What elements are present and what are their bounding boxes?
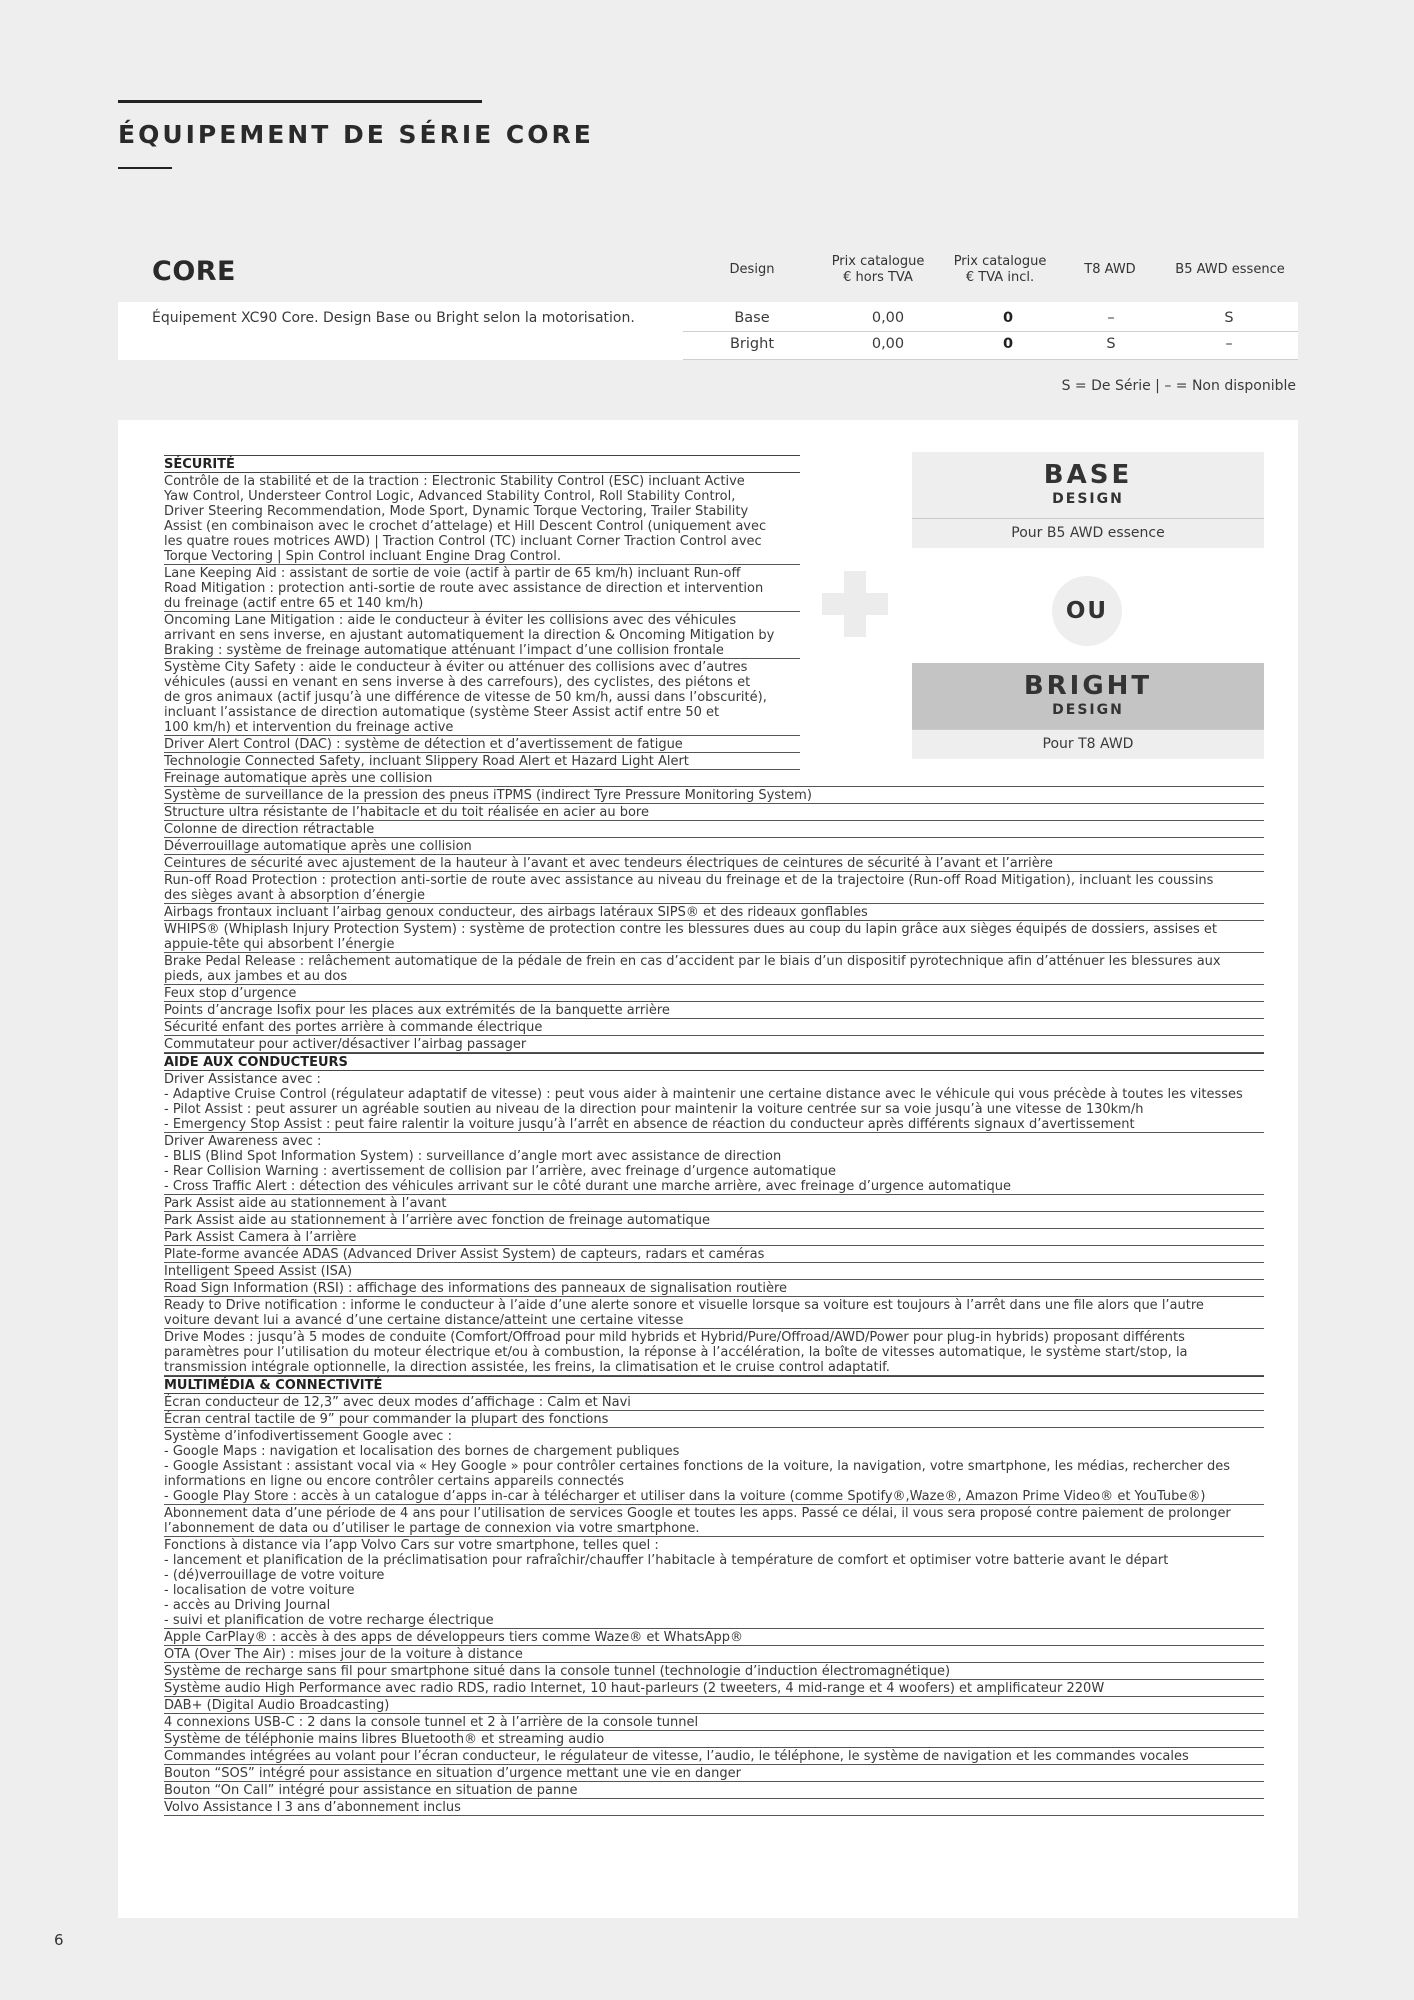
list-item: Intelligent Speed Assist (ISA) xyxy=(164,1263,1264,1280)
list-item: Bouton “On Call” intégré pour assistance en situation de panne xyxy=(164,1782,1264,1799)
design-base-sub: Pour B5 AWD essence xyxy=(912,518,1264,548)
list-item: Feux stop d’urgence xyxy=(164,985,1264,1002)
title-rule xyxy=(118,167,172,169)
page-title: ÉQUIPEMENT DE SÉRIE CORE xyxy=(118,120,594,149)
list-item: Airbags frontaux incluant l’airbag genoux conducteur, des airbags latéraux SIPS® et des rideaux gonflables xyxy=(164,904,1264,921)
top-rule xyxy=(118,100,482,103)
list-item: Système de surveillance de la pression des pneus iTPMS (indirect Tyre Pressure Monitoring System) xyxy=(164,787,1264,804)
list-item: Déverrouillage automatique après une collision xyxy=(164,838,1264,855)
row-base-design: Base xyxy=(734,310,770,326)
list-item: Apple CarPlay® : accès à des apps de développeurs tiers comme Waze® et WhatsApp® xyxy=(164,1629,1264,1646)
row-bright-design: Bright xyxy=(729,336,775,352)
list-item: Road Sign Information (RSI) : affichage des informations des panneaux de signalisation routière xyxy=(164,1280,1264,1297)
list-item: Système audio High Performance avec radio RDS, radio Internet, 10 haut-parleurs (2 tweeters, 4 mid-range et 4 woofers) et amplificateur 220W xyxy=(164,1680,1264,1697)
equipment-list xyxy=(164,455,1264,1816)
core-table xyxy=(118,302,1298,360)
list-item: Freinage automatique après une collision xyxy=(164,770,1264,787)
core-description: Équipement XC90 Core. Design Base ou Bright selon la motorisation. xyxy=(152,310,635,326)
list-item: Système de recharge sans fil pour smartphone situé dans la console tunnel (technologie d’induction électromagnétique) xyxy=(164,1663,1264,1680)
row-divider xyxy=(683,359,1298,360)
list-item: Brake Pedal Release : relâchement automatique de la pédale de frein en cas d’accident par le biais d’un dispositif pyrotechnique afin d’atténuer les blessures aux pieds, aux jambes et au dos xyxy=(164,953,1264,985)
list-item: OTA (Over The Air) : mises jour de la voiture à distance xyxy=(164,1646,1264,1663)
header-price-ht-line2: € hors TVA xyxy=(843,270,913,285)
list-item: Park Assist aide au stationnement à l’arrière avec fonction de freinage automatique xyxy=(164,1212,1264,1229)
list-item: Abonnement data d’une période de 4 ans pour l’utilisation de services Google et toutes les apps. Passé ce délai, il vous sera proposé contre paiement de prolonger l’abonnement de data ou d’utiliser le partage de connexion via votre smartphone. xyxy=(164,1505,1264,1537)
list-item: 4 connexions USB-C : 2 dans la console tunnel et 2 à l’arrière de la console tunnel xyxy=(164,1714,1264,1731)
list-item: Park Assist Camera à l’arrière xyxy=(164,1229,1264,1246)
header-price-ttc xyxy=(938,254,1062,286)
list-item: Technologie Connected Safety, incluant Slippery Road Alert et Hazard Light Alert xyxy=(164,753,800,770)
list-item: Oncoming Lane Mitigation : aide le conducteur à éviter les collisions avec des véhicules arrivant en sens inverse, en ajustant automatiquement la direction & Oncoming Mitigation by Braking : système de freinage automatique atténuant l’impact d’une collision frontale xyxy=(164,612,800,659)
header-price-ht xyxy=(816,254,940,286)
header-price-ttc-line1: Prix catalogue xyxy=(953,254,1047,269)
list-item: Système City Safety : aide le conducteur à éviter ou atténuer des collisions avec d’autres véhicules (aussi en venant en sens inverse à des carrefours), des cyclistes, des piétons et de gros animaux (actif jusqu’à une différence de vitesse de 50 km/h, aussi dans l’obscurité), incluant l’assistance de direction automatique (système Steer Assist actif entre 50 et 100 km/h) et intervention du freinage active xyxy=(164,659,800,736)
list-item: Driver Assistance avec : - Adaptive Cruise Control (régulateur adaptatif de vitesse) : peut vous aider à maintenir une certaine distance avec le véhicule qui vous précède à toutes les vitesses - Pilot Assist : peut assurer un agréable soutien au niveau de la direction pour maintenir la voiture centrée sur sa voie jusqu’à une vitesse de 130km/h - Emergency Stop Assist : peut faire ralentir la voiture jusqu’à l’arrêt en absence de réaction du conducteur après différents signaux d’avertissement xyxy=(164,1071,1264,1133)
list-item: Structure ultra résistante de l’habitacle et du toit réalisée en acier au bore xyxy=(164,804,1264,821)
list-item: Système de téléphonie mains libres Bluetooth® et streaming audio xyxy=(164,1731,1264,1748)
section-title-securite: SÉCURITÉ xyxy=(164,455,800,473)
row-bright-price-ht: 0,00 xyxy=(871,336,905,352)
list-item: Fonctions à distance via l’app Volvo Cars sur votre smartphone, telles quel : - lancement et planification de la préclimatisation pour rafraîchir/chauffer l’habitacle à température de comfort et optimiser votre batterie avant le départ - (dé)verrouillage de votre voiture - localisation de votre voiture - accès au Driving Journal - suivi et planification de votre recharge électrique xyxy=(164,1537,1264,1629)
row-bright-price-ttc: 0 xyxy=(1002,336,1014,352)
list-item: Volvo Assistance I 3 ans d’abonnement inclus xyxy=(164,1799,1264,1816)
list-item: Commutateur pour activer/désactiver l’airbag passager xyxy=(164,1036,1264,1053)
list-item: DAB+ (Digital Audio Broadcasting) xyxy=(164,1697,1264,1714)
row-base-price-ttc: 0 xyxy=(1002,310,1014,326)
list-item: Écran central tactile de 9” pour commander la plupart des fonctions xyxy=(164,1411,1264,1428)
page-number: 6 xyxy=(54,1931,64,1949)
design-base-label: DESIGN xyxy=(1052,491,1124,507)
list-item: Park Assist aide au stationnement à l’avant xyxy=(164,1195,1264,1212)
row-bright-t8: S xyxy=(1106,336,1116,352)
list-item: Sécurité enfant des portes arrière à commande électrique xyxy=(164,1019,1264,1036)
list-item: Système d’infodivertissement Google avec : - Google Maps : navigation et localisation des bornes de chargement publiques - Google Assistant : assistant vocal via « Hey Google » pour contrôler certaines fonctions de la voiture, la navigation, votre smartphone, les médias, rechercher des informations en ligne ou encore contrôler certains appareils connectés - Google Play Store : accès à un catalogue d’apps in-car à télécharger et utiliser dans la voiture (comme Spotify®,Waze®, Amazon Prime Video® et YouTube®) xyxy=(164,1428,1264,1505)
row-divider xyxy=(683,331,1298,332)
list-item: Ready to Drive notification : informe le conducteur à l’aide d’une alerte sonore et visuelle lorsque sa voiture est toujours à l’arrêt dans une file alors que l’autre voiture devant lui a avancé d’une certaine distance/atteint une certaine vitesse xyxy=(164,1297,1264,1329)
header-price-ttc-line2: € TVA incl. xyxy=(965,270,1035,285)
row-bright-b5: – xyxy=(1225,336,1233,352)
header-b5: B5 AWD essence xyxy=(1175,262,1285,277)
section-title-aide: AIDE AUX CONDUCTEURS xyxy=(164,1053,1264,1071)
design-bright-label: DESIGN xyxy=(1052,702,1124,718)
list-item: Driver Awareness avec : - BLIS (Blind Spot Information System) : surveillance d’angle mort avec assistance de direction - Rear Collision Warning : avertissement de collision par l’arrière, avec freinage d’urgence automatique - Cross Traffic Alert : détection des véhicules arrivant sur le côté durant une marche arrière, avec freinage d’urgence automatique xyxy=(164,1133,1264,1195)
list-item: Contrôle de la stabilité et de la traction : Electronic Stability Control (ESC) incluant Active Yaw Control, Understeer Control Logic, Advanced Stability Control, Roll Stability Control, Driver Steering Recommendation, Mode Sport, Dynamic Torque Vectoring, Trailer Stability Assist (en combinaison avec le crochet d’attelage) et Hill Descent Control (uniquement avec les quatre roues motrices AWD) | Traction Control (TC) incluant Corner Traction Control avec Torque Vectoring | Spin Control incluant Engine Drag Control. xyxy=(164,473,800,565)
header-t8: T8 AWD xyxy=(1084,262,1136,277)
list-item: Plate-forme avancée ADAS (Advanced Driver Assist System) de capteurs, radars et caméras xyxy=(164,1246,1264,1263)
list-item: Ceintures de sécurité avec ajustement de la hauteur à l’avant et avec tendeurs électriques de ceintures de sécurité à l’avant et l’arrière xyxy=(164,855,1264,872)
design-bright-name: BRIGHT xyxy=(1023,671,1153,701)
list-item: Commandes intégrées au volant pour l’écran conducteur, le régulateur de vitesse, l’audio, le téléphone, le système de navigation et les commandes vocales xyxy=(164,1748,1264,1765)
header-price-ht-line1: Prix catalogue xyxy=(831,254,925,269)
row-base-price-ht: 0,00 xyxy=(871,310,905,326)
row-base-t8: – xyxy=(1107,310,1115,326)
list-item: Run-off Road Protection : protection anti-sortie de route avec assistance au niveau du freinage et de la trajectoire (Run-off Road Mitigation), incluant les coussins des sièges avant à absorption d’énergie xyxy=(164,872,1264,904)
list-item: Bouton “SOS” intégré pour assistance en situation d’urgence mettant une vie en danger xyxy=(164,1765,1264,1782)
design-base-name: BASE xyxy=(1043,460,1133,490)
list-item: Driver Alert Control (DAC) : système de détection et d’avertissement de fatigue xyxy=(164,736,800,753)
availability-legend: S = De Série | – = Non disponible xyxy=(1061,378,1296,394)
list-item: Écran conducteur de 12,3” avec deux modes d’affichage : Calm et Navi xyxy=(164,1394,1264,1411)
list-item: WHIPS® (Whiplash Injury Protection System) : système de protection contre les blessures dues au coup du lapin grâce aux sièges équipés de dossiers, assises et appuie-tête qui absorbent l’énergie xyxy=(164,921,1264,953)
section-title-multimedia: MULTIMÉDIA & CONNECTIVITÉ xyxy=(164,1376,1264,1394)
list-item: Lane Keeping Aid : assistant de sortie de voie (actif à partir de 65 km/h) incluant Run-off Road Mitigation : protection anti-sortie de route avec assistance de direction et intervention du freinage (actif entre 65 et 140 km/h) xyxy=(164,565,800,612)
row-base-b5: S xyxy=(1224,310,1234,326)
core-heading: CORE xyxy=(152,256,237,287)
design-bright-sub: Pour T8 AWD xyxy=(912,729,1264,759)
list-item: Points d’ancrage Isofix pour les places aux extrémités de la banquette arrière xyxy=(164,1002,1264,1019)
header-design: Design xyxy=(729,262,775,277)
list-item: Drive Modes : jusqu’à 5 modes de conduite (Comfort/Offroad pour mild hybrids et Hybrid/Pure/Offroad/AWD/Power pour plug-in hybrids) proposant différents paramètres pour l’utilisation du moteur électrique et/ou à combustion, la réponse à l’accélération, la boîte de vitesses automatique, le système start/stop, la transmission intégrale optionnelle, la direction assistée, les freins, la climatisation et le cruise control adaptatif. xyxy=(164,1329,1264,1376)
or-badge: OU xyxy=(1052,576,1122,646)
list-item: Colonne de direction rétractable xyxy=(164,821,1264,838)
